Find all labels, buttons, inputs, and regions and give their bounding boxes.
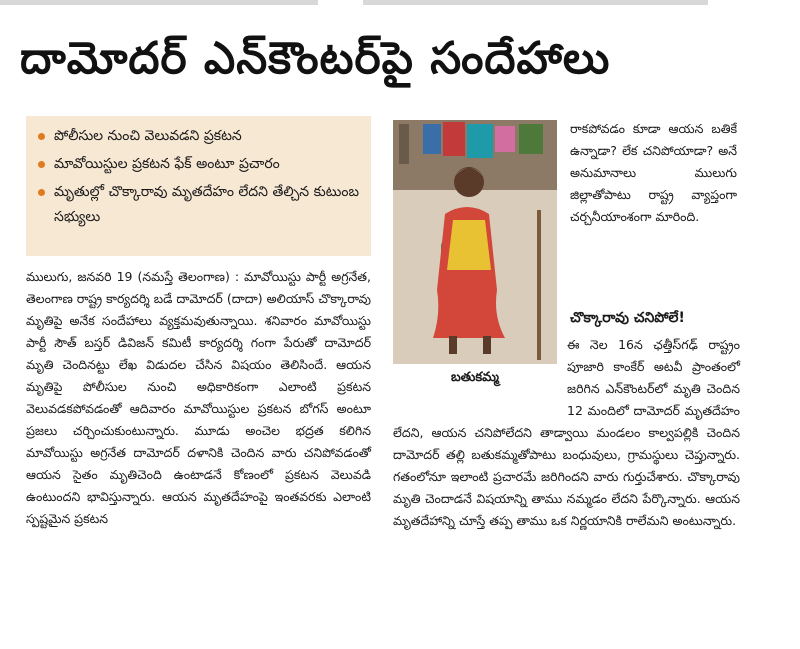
article-body-right-bottom: ఈ నెల 16న ఛత్తీస్‌గఢ్ రాష్ట్రం పూజారి కాంకేర్ అటవీ ప్రాంతంలో జరిగిన ఎన్‌కౌంటర్‌లో మృతి చెందిన 12 మందిలో దామోదర్ మృతదేహం లేదని, ఆయన చనిపోలేదని తాడ్వాయి మండలం కాల్వపల్లికి చెందిన దామోదర్ తల్లి బతుకమ్మతోపాటు బంధువులు, గ్రామస్థులు చెప్తున్నారు. గతంలోనూ ఇలాంటి ప్రచారమే జరిగిందని వారు గుర్తుచేశారు. చొక్కారావు మృతి చెందాడనే విషయాన్ని తాము నమ్మడం లేదని పేర్కొన్నారు. ఆయన మృతదేహాన్ని చూస్తే తప్ప తాము ఒక నిర్ణయానికి రాలేమని అంటున్నారు. [393,337,740,528]
article-body-left: ములుగు, జనవరి 19 (నమస్తే తెలంగాణ) : మావోయిస్టు పార్టీ అగ్రనేత, తెలంగాణ రాష్ట్ర కార్యదర్శి బడే దామోదర్ (దాదా) అలియాస్ చొక్కారావు మృతిపై అనేక సందేహాలు వ్యక్తమవుతున్నాయి. శనివారం మావోయిస్టు పార్టీ సౌత్ బస్తర్ డివిజన్ కమిటీ కార్యదర్శి గంగా పేరుతో దామోదర్ మృతి చెందినట్టు లేఖ విడుదల చేసిన విషయం తెలిసిందే. ఆయన మృతిపై పోలీసుల నుంచి అధికారికంగా ఎలాంటి ప్రకటన వెలువడకపోవడంతో ఆదివారం మావోయిస్టుల ప్రకటన బోగస్ అంటూ ప్రజలు చర్చించుకుంటున్నారు. మూడు అంచెల భద్రత కలిగిన మావోయిస్టు అగ్రనేత దామోదర్ దళానికి చెందిన వారు చనిపోవడంతో ఆయన సైతం మృతిచెంది ఉంటాడనే కోణంలో ప్రకటన వెలువడి ఉంటుందని భావిస్తున్నారు. ఆయన మృతదేహంపై ఇంతవరకు ఎలాంటి స్పష్టమైన ప్రకటన [26,269,371,526]
subheading: చొక్కారావు చనిపోలే! [570,310,685,326]
headline: దామోదర్ ఎన్‌కౌంటర్‌పై సందేహాలు [20,33,611,84]
highlight-text: పోలీసుల నుంచి వెలువడని ప్రకటన [54,128,242,144]
highlight-item [38,180,361,230]
highlight-item [38,152,361,177]
bullet-icon [38,189,45,196]
highlights-box [26,116,371,256]
photo-space [393,334,567,412]
photo-caption: బతుకమ్మ [451,370,499,385]
bullet-icon [38,161,45,168]
highlight-item [38,124,361,149]
highlight-text: మావోయిస్టుల ప్రకటన ఫేక్ అంటూ ప్రచారం [54,156,280,172]
top-rule-right [363,0,708,5]
article-body-right-bottom-wrap [393,334,740,532]
highlight-text: మృతుల్లో చొక్కారావు మృతదేహం లేదని తేల్చిన కుటుంబ సభ్యులు [54,184,359,225]
top-rule-left [0,0,318,5]
bullet-icon [38,133,45,140]
article-body-right-top: రాకపోవడం కూడా ఆయన బతికే ఉన్నాడా? లేక చనిపోయాడా? అనే అనుమానాలు ములుగు జిల్లాతోపాటు రాష్ట్ర వ్యాప్తంగా చర్చనీయాంశంగా మారింది. [570,121,737,224]
photo-bathukamma [393,120,557,364]
photo-illustration [393,120,557,364]
